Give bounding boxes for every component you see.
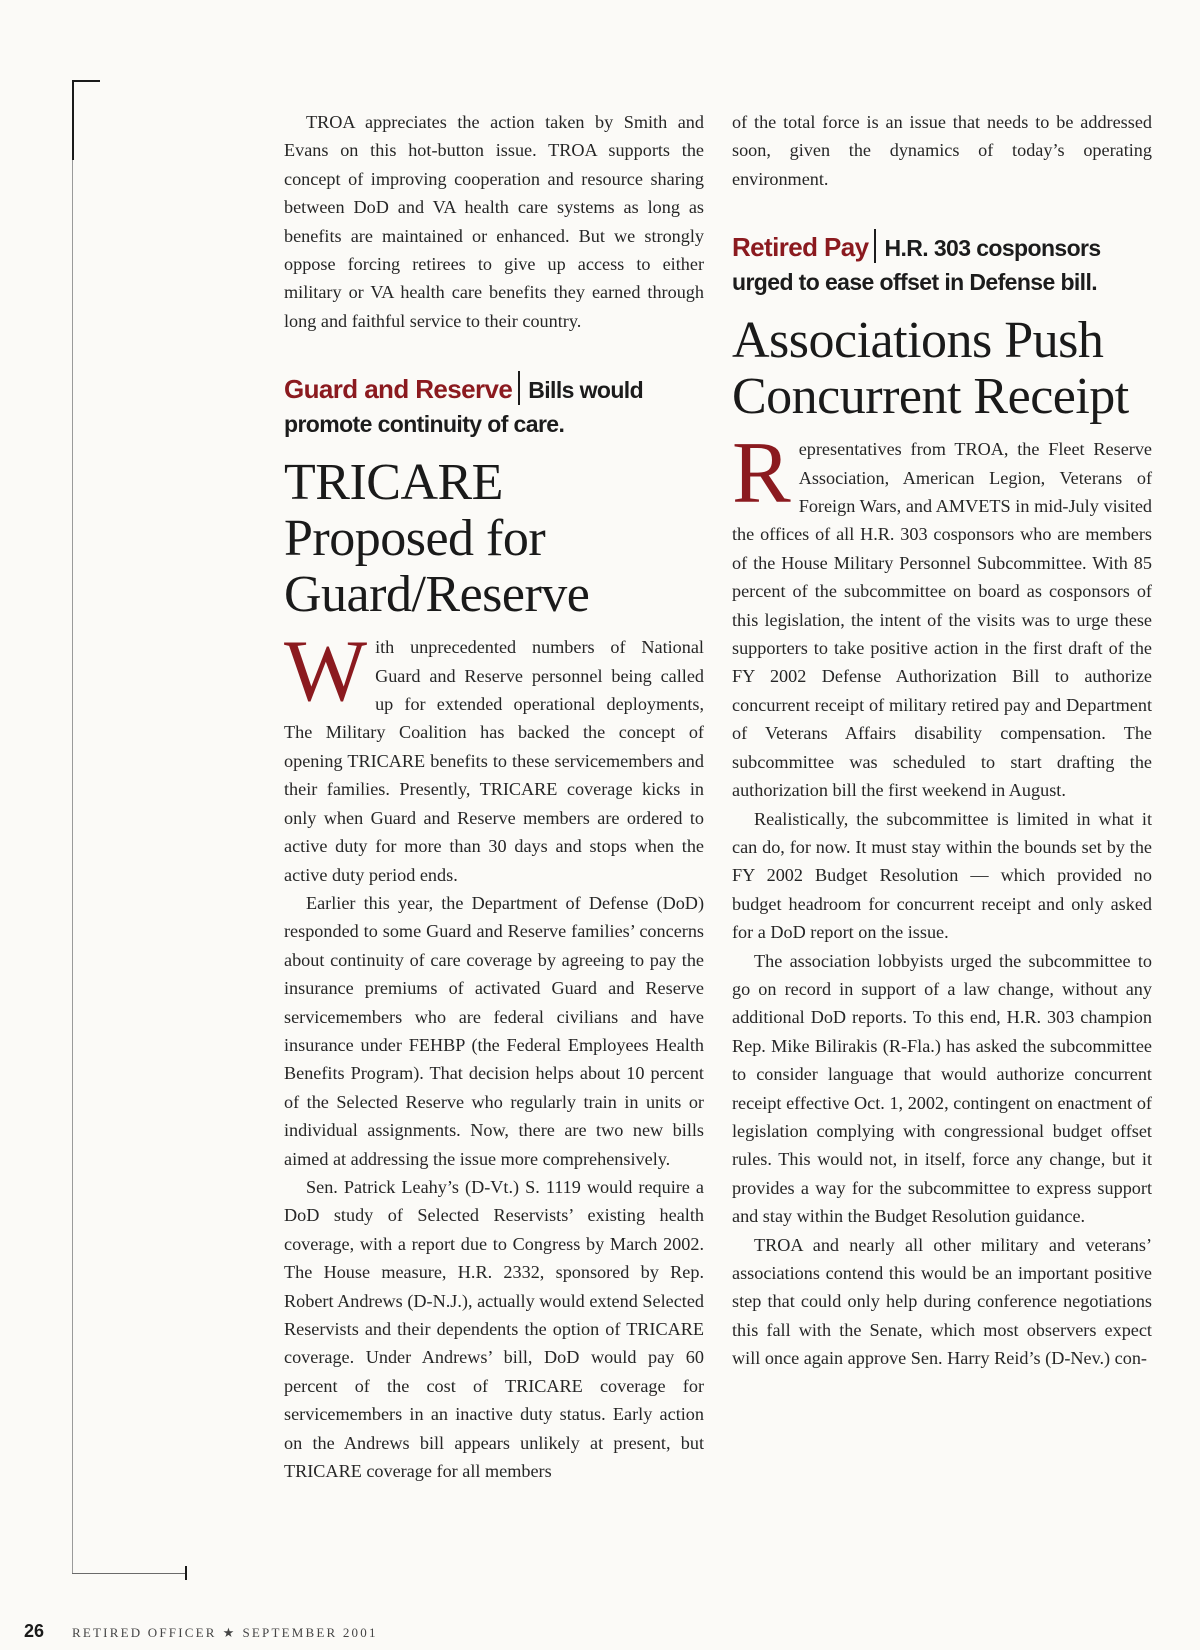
article-paragraph: The association lobbyists urged the subcommittee to go on record in support of a law change, without any additional DoD reports. To this end, H.R. 303 champion Rep. Mike Bilirakis (R-Fla.) has asked the subcommittee to consider language that would authorize concurrent receipt effective Oct. 1, 2002, contingent on enactment of legislation complying with congressional budget offset rules. This would not, in itself, force any change, but it provides a way for the subcommittee to express support and stay within the Budget Resolution guidance. <box>732 950 1152 1227</box>
left-column <box>284 108 704 1485</box>
article-paragraph: Realistically, the subcommittee is limited in what it can do, for now. It must stay within the bounds set by the FY 2002 Budget Resolution — which provided no budget headroom for concurrent receipt and only asked for a DoD report on the issue. <box>732 808 1152 943</box>
article-headline: TRICARE Proposed for Guard/Reserve <box>284 454 590 624</box>
intro-paragraph: TROA appreciates the action taken by Smith and Evans on this hot-button issue. TROA supports the concept of improving cooperation and resource sharing between DoD and VA health care systems as long as benefits are maintained or enhanced. But we strongly oppose forcing retirees to give up access to either military or VA health care benefits they earned through long and faithful service to their country. <box>284 112 704 331</box>
page-margin-rule <box>72 80 73 1574</box>
publication-name: RETIRED OFFICER <box>72 1625 217 1640</box>
section-kicker-guard-reserve <box>284 371 704 441</box>
paragraph-text: epresentatives from TROA, the Fleet Reserve Association, American Legion, Veterans of Foreign Wars, and AMVETS in mid-July visited the offices of all H.R. 303 cosponsors who are members of the House Military Personnel Subcommittee. With 85 percent of the subcommittee on board as cosponsors of this legislation, the intent of the visits was to urge these supporters to take positive action in the first draft of the FY 2002 Defense Authorization Bill to authorize concurrent receipt of military retired pay and Department of Veterans Affairs disability compensation. The subcommittee was scheduled to start drafting the authorization bill the first weekend in August. <box>732 439 1152 801</box>
crop-mark-top-horizontal <box>72 80 100 82</box>
paragraph-text: ith unprecedented numbers of National Guard and Reserve personnel being called up for extended operational deployments, The Military Coalition has backed the concept of opening TRICARE benefits to these servicemembers and their families. Presently, TRICARE coverage kicks in only when Guard and Reserve members are ordered to active duty for more than 30 days and stops when the active duty period ends. <box>284 637 704 885</box>
section-deck: Bills would promote continuity of care. <box>284 377 644 438</box>
drop-cap: W <box>284 623 368 721</box>
article-headline: Associations Push Concurrent Receipt <box>732 312 1129 426</box>
issue-date: SEPTEMBER 2001 <box>242 1625 378 1640</box>
right-column <box>732 108 1152 1373</box>
section-deck: H.R. 303 cosponsors urged to ease offset in Defense bill. <box>732 235 1101 296</box>
kicker-divider <box>874 229 876 263</box>
article-paragraph: TROA and nearly all other military and veterans’ associations contend this would be an important positive step that could only help during conference negotiations this fall with the Senate, which most observers expect will once again approve Sen. Harry Reid’s (D-Nev.) con- <box>732 1234 1152 1369</box>
article-paragraph: Sen. Patrick Leahy’s (D-Vt.) S. 1119 would require a DoD study of Selected Reservists’ existing health coverage, with a report due to Congress by March 2002. The House measure, H.R. 2332, sponsored by Rep. Robert Andrews (D-N.J.), actually would extend Selected Reservists and their dependents the option of TRICARE coverage. Under Andrews’ bill, DoD would pay 60 percent of the cost of TRICARE coverage for servicemembers in an inactive duty status. Early action on the Andrews bill appears unlikely at present, but TRICARE coverage for all members <box>284 1176 704 1482</box>
section-kicker-retired-pay <box>732 229 1152 299</box>
kicker-divider <box>518 371 520 405</box>
article-paragraph: Earlier this year, the Department of Defense (DoD) responded to some Guard and Reserve families’ concerns about continuity of care coverage by agreeing to pay the insurance premiums of activated Guard and Reserve servicemembers who are federal civilians and have insurance under FEHBP (the Federal Employees Health Benefits Program). That decision helps about 10 percent of the Selected Reserve who regularly train in units or individual assignments. Now, there are two new bills aimed at addressing the issue more comprehensively. <box>284 892 704 1169</box>
page-number: 26 <box>24 1621 45 1641</box>
section-tag: Guard and Reserve <box>284 374 513 405</box>
article-paragraph <box>732 425 1152 804</box>
continued-paragraph: of the total force is an issue that needs to be addressed soon, given the dynamics of today’s operating environment. <box>732 112 1152 189</box>
star-separator-icon: ★ <box>222 1625 237 1640</box>
drop-cap: R <box>732 425 791 523</box>
crop-mark-bottom-tick <box>185 1566 187 1580</box>
article-paragraph <box>284 623 704 889</box>
section-tag: Retired Pay <box>732 232 869 263</box>
crop-mark-bottom <box>72 1573 187 1574</box>
page-footer <box>24 1621 378 1642</box>
crop-mark-top <box>72 80 74 160</box>
